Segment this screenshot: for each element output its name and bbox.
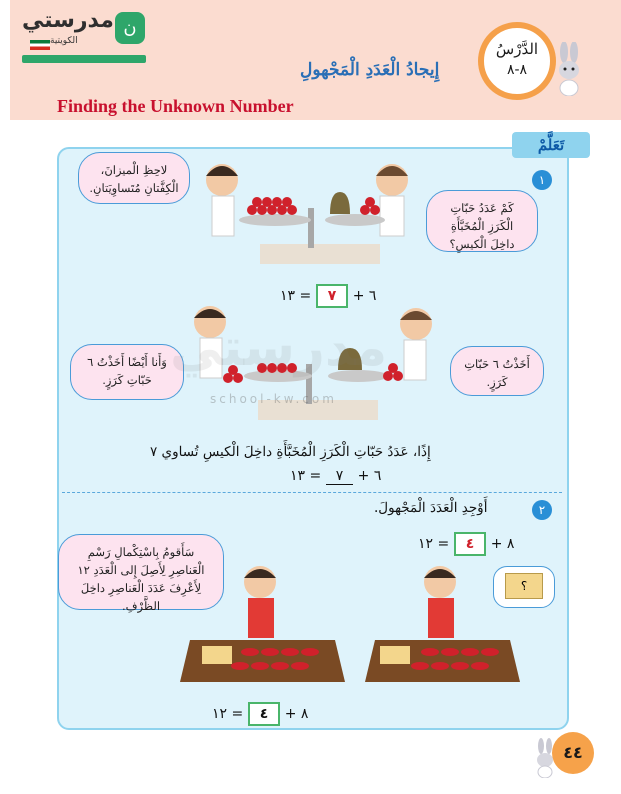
envelope-icon: ؟ — [505, 573, 543, 599]
rabbit-mascot-icon — [552, 42, 586, 96]
equation-left: ٦ + — [357, 468, 382, 484]
watermark-url: school-kw.com — [210, 392, 337, 406]
logo-icon: ن — [115, 12, 145, 44]
step-1-badge: ١ — [532, 170, 552, 190]
lesson-title-arabic: إِيجادُ الْعَدَدِ الْمَجْهولِ — [300, 60, 440, 80]
counting-tables-illustration — [180, 560, 520, 690]
equation-step2-bottom — [212, 702, 308, 726]
answer-box: ٤ — [248, 702, 281, 726]
speech-bubble-left-took: وَأَنا أَيْضًا أَخَذْتُ ٦ حَبّاتِ كَرَزٍ. — [70, 344, 184, 400]
logo-subtitle: الكويتية — [50, 36, 78, 46]
logo-strip — [22, 55, 146, 63]
answer-box: ٤ — [454, 532, 487, 556]
equation-right: = ١٢ — [212, 706, 244, 722]
learn-tab: تَعَلَّمْ — [512, 132, 590, 158]
answer-blank: ٧ — [326, 468, 354, 485]
equation-right: = ١٢ — [418, 536, 450, 552]
section-divider — [62, 492, 562, 493]
step-2-badge: ٢ — [532, 500, 552, 520]
speech-bubble-right-took: أَخَذْتُ ٦ حَبّاتِ كَرَزٍ. — [450, 346, 544, 396]
conclusion-sentence: إِذًا، عَدَدُ حَبّاتِ الْكَرَزِ الْمُخَبَّأَةِ داخِلَ الْكيسِ تُساوي ٧ — [150, 444, 431, 460]
balance-scale-illustration — [180, 148, 430, 268]
step-2-instruction: أَوْجِدِ الْعَدَدَ الْمَجْهولَ. — [374, 500, 488, 516]
logo-text: مدرستي — [22, 8, 114, 33]
equation-left: ٨ + — [284, 706, 309, 722]
speech-bubble-scale-note: لاحِظِ الْميزانَ، الْكِفَّتانِ مُتَساوِيَتانِ. — [78, 152, 190, 204]
lesson-title-english: Finding the Unknown Number — [57, 96, 294, 116]
speech-bubble-question: كَمْ عَدَدُ حَبّاتِ الْكَرَزِ الْمُخَبَّأَةِ داخِلَ الْكيسِ؟ — [426, 190, 538, 252]
lesson-badge — [478, 22, 556, 100]
equation-step1-result — [290, 468, 381, 485]
page-number: ٤٤ — [552, 732, 594, 774]
equation-right: = ١٣ — [280, 288, 312, 304]
watermark-text: مدرستي — [170, 318, 388, 378]
equation-right: = ١٣ — [290, 468, 322, 484]
equation-left: ٨ + — [490, 536, 515, 552]
kuwait-flag-icon — [30, 40, 50, 50]
equation-step2-top — [418, 532, 514, 556]
lesson-word: الدَّرْسُ — [495, 40, 539, 58]
lesson-number: ٨-٨ — [506, 62, 528, 78]
equation-left: ٦ + — [352, 288, 377, 304]
answer-box: ٧ — [316, 284, 349, 308]
speech-bubble-strategy: سَأَقومُ بِاسْتِكْمالِ رَسْمِ الْعَناصِرِ لِأَصِلَ إِلى الْعَدَدِ ١٢ لِأَعْرِفَ عَدَدَ الْعَناصِرِ داخِلَ الظَّرْفِ. — [58, 534, 224, 610]
